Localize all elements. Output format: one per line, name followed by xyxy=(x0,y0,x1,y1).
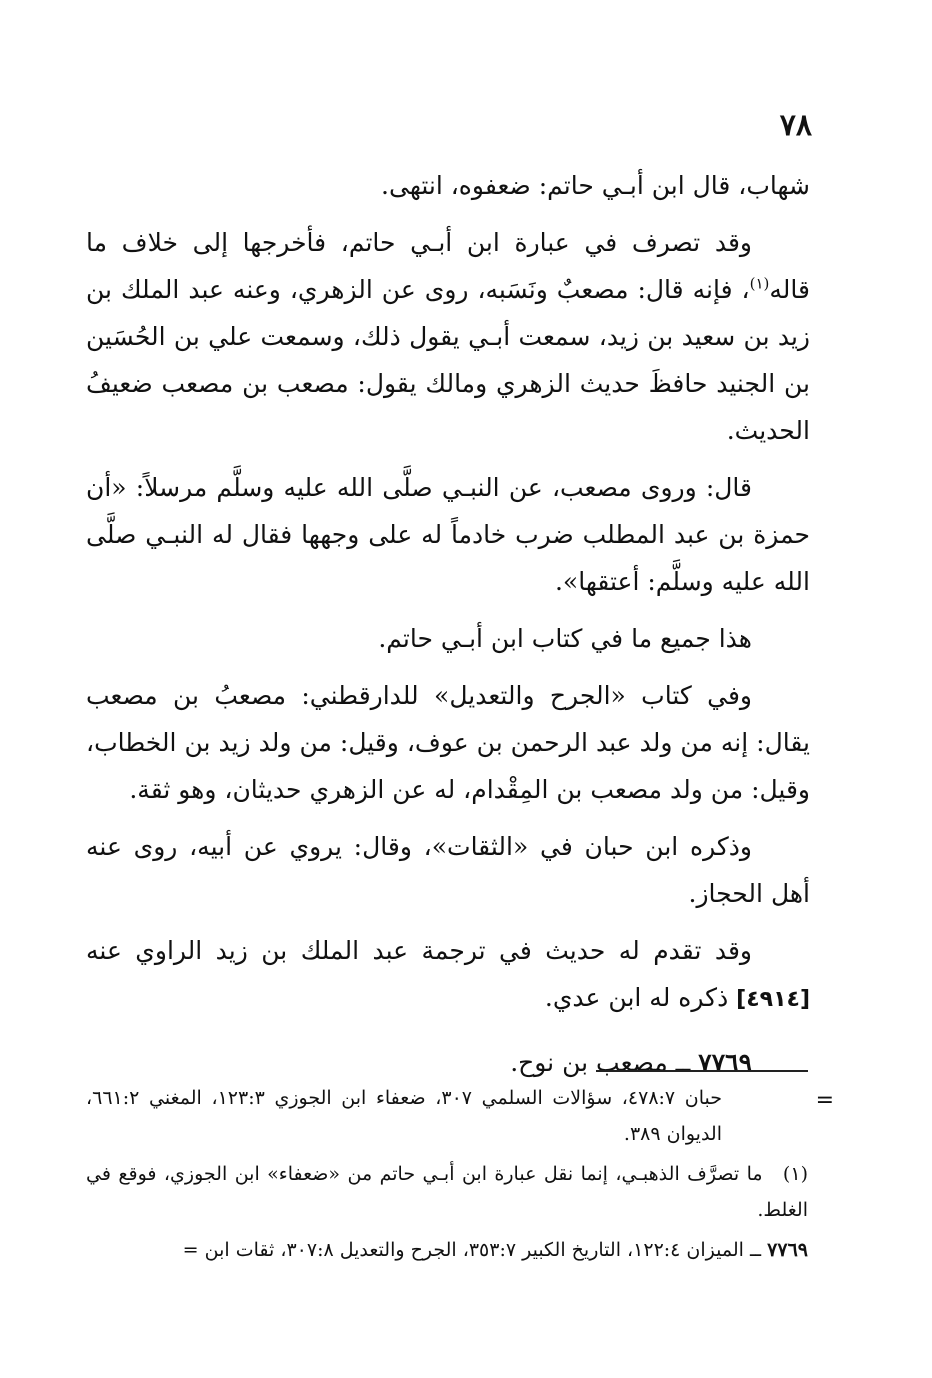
footnote-entry-text: الميزان ١٢٢:٤، التاريخ الكبير ٣٥٣:٧، الجرح والتعديل ٣٠٧:٨، ثقات ابن xyxy=(204,1239,744,1261)
paragraph-7 xyxy=(86,927,810,1023)
paragraph-6: وذكره ابن حبان في «الثقات»، وقال: يروي عن أبيه، روى عنه أهل الحجاز. xyxy=(86,832,810,908)
paragraph-2-text-b: ، فإنه قال: مصعبٌ ونَسَبه، روى عن الزهري، وعنه عبد الملك بن زيد بن سعيد بن زيد، سمعت أبـي يقول ذلك، وسمعت علي بن الحُسَين بن الجنيد حافظَ حديث الزهري ومالك يقول: مصعب بن مصعب ضعيفُ الحديث. xyxy=(86,275,810,445)
paragraph-7-text-b: ذكره له ابن عدي. xyxy=(544,983,729,1012)
footnote-1-text: ما تصرَّف الذهبـي، إنما نقل عبارة ابن أبـي حاتم من «ضعفاء» ابن الجوزي، فوقع في الغلط. xyxy=(86,1163,808,1221)
paragraph-2 xyxy=(86,219,810,454)
entry-number: ٧٧٦٩ xyxy=(698,1048,752,1077)
cross-reference[interactable]: [٤٩١٤] xyxy=(736,987,810,1012)
paragraph-5: وفي كتاب «الجرح والتعديل» للدارقطني: مصعبُ بن مصعب يقال: إنه من ولد عبد الرحمن بن عوف، وقيل: من ولد زيد بن الخطاب، وقيل: من ولد مصعب بن المِقْدام، له عن الزهري حديثان، وهو ثقة. xyxy=(86,681,810,804)
entry-name: مصعب بن نوح. xyxy=(510,1048,668,1077)
paragraph-4: هذا جميع ما في كتاب ابن أبـي حاتم. xyxy=(378,624,752,653)
footnote-entry-number: ٧٧٦٩ xyxy=(767,1239,808,1261)
paragraph-7-text-a: وقد تقدم له حديث في ترجمة عبد الملك بن زيد الراوي عنه xyxy=(86,936,752,965)
footnote-reference[interactable]: (١) xyxy=(749,274,770,293)
paragraph-3: قال: وروى مصعب، عن النبـي صلَّى الله عليه وسلَّم مرسلاً: «أن حمزة بن عبد المطلب ضرب خادماً له على وجهها فقال له النبـي صلَّى الله عليه وسلَّم: أعتقها». xyxy=(86,473,810,596)
main-text xyxy=(86,162,810,1086)
footnote-continued: حبان ٤٧٨:٧، سؤالات السلمي ٣٠٧، ضعفاء ابن الجوزي ١٢٣:٣، المغني ٦٦١:٢، الديوان ٣٨٩. xyxy=(86,1087,722,1145)
entry-heading xyxy=(86,1039,810,1086)
footnote-divider xyxy=(596,1070,808,1072)
footnote-entry-dash: ــ xyxy=(749,1239,762,1261)
entry-dash: ــ xyxy=(675,1048,691,1077)
footnote-1 xyxy=(86,1156,808,1228)
paragraph-2-text-a: وقد تصرف في عبارة ابن أبـي حاتم، فأخرجها إلى خلاف ما قاله xyxy=(86,228,810,304)
footnote-entry xyxy=(86,1232,808,1268)
continuation-mark: = xyxy=(815,1088,834,1113)
page-number: ٧٨ xyxy=(779,108,812,143)
paragraph-1: شهاب، قال ابن أبـي حاتم: ضعفوه، انتهى. xyxy=(381,171,810,200)
footnotes xyxy=(86,1080,808,1268)
footnote-1-number: (١) xyxy=(782,1163,808,1185)
footnote-entry-continuation: = xyxy=(182,1239,199,1261)
